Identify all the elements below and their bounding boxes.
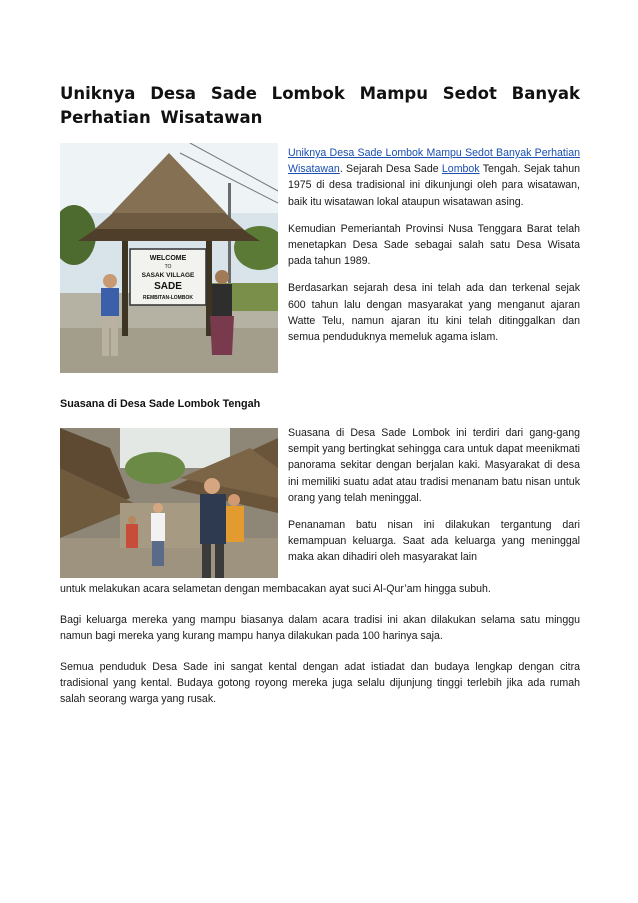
paragraph-4: Suasana di Desa Sade Lombok ini terdiri dari gang-gang sempit yang bertingkat sehingga cara untuk dapat meenikmati panorama sekitar dengan berjalan kaki. Masyarakat di desa ini memiliki suatu adat atau tradisi menanam batu nisan untuk orang yang telah meninggal.	[288, 427, 580, 504]
lombok-link[interactable]: Lombok	[441, 163, 480, 176]
sign-line-5: REMBITAN-LOMBOK	[143, 295, 193, 301]
photo-welcome-sign	[60, 143, 278, 373]
article-title: Uniknya Desa Sade Lombok Mampu Sedot Banyak Perhatian Wisatawan	[60, 84, 580, 127]
intro-column	[288, 145, 580, 356]
paragraph-7: Semua penduduk Desa Sade ini sangat kental dengan adat istiadat dan budaya lengkap dengan citra tradisional yang kental. Budaya gotong royong mereka juga selalu dijunjung tinggi terlebih jika ada rumah salah seorang warga yang rusak.	[60, 661, 580, 706]
section-subheading: Suasana di Desa Sade Lombok Tengah	[60, 398, 261, 410]
paragraph-6: Bagi keluarga mereka yang mampu biasanya dalam acara tradisi ini akan dilakukan selama satu minggu namun bagi mereka yang kurang mampu hanya dilakukan pada 100 harinya saja.	[60, 614, 580, 643]
sign-line-2: TO	[164, 264, 172, 270]
atmosphere-column	[288, 425, 580, 566]
title-link[interactable]: Uniknya Desa Sade Lombok Mampu Sedot Banyak Perhatian Wisatawan	[288, 147, 580, 176]
paragraph-5-bottom: untuk melakukan acara selametan dengan membacakan ayat suci Al-Qur’am hingga subuh.	[60, 583, 491, 595]
paragraph-5-top: Penanaman batu nisan ini dilakukan tergantung dari kemampuan keluarga. Saat ada keluarga yang meninggal maka akan dihadiri oleh masyarakat lain	[288, 519, 580, 564]
sign-line-1: WELCOME	[149, 255, 187, 262]
sign-line-4: SADE	[154, 281, 182, 292]
intro-paragraph	[288, 145, 580, 210]
intro-text-a: . Sejarah Desa Sade	[339, 163, 442, 176]
photo-village-alley	[60, 428, 278, 578]
intro-text-b: Tengah. Sejak tahun 1975 di desa tradisional ini dikunjungi oleh para wisatawan, baik itu wisatawan lokal ataupun wisatawan asing.	[288, 163, 580, 208]
sign-line-3: SASAK VILLAGE	[141, 272, 195, 279]
paragraph-3: Berdasarkan sejarah desa ini telah ada dan terkenal sejak 600 tahun lalu dengan masyarakat yang menganut ajaran Watte Telu, namun ajaran itu kini telah ditinggalkan dan semua penduduknya memeluk agama islam.	[288, 282, 580, 344]
paragraph-2: Kemudian Pemeriantah Provinsi Nusa Tenggara Barat telah menetapkan Desa Sade sebagai salah satu Desa Wisata pada tahun 1989.	[288, 222, 580, 268]
